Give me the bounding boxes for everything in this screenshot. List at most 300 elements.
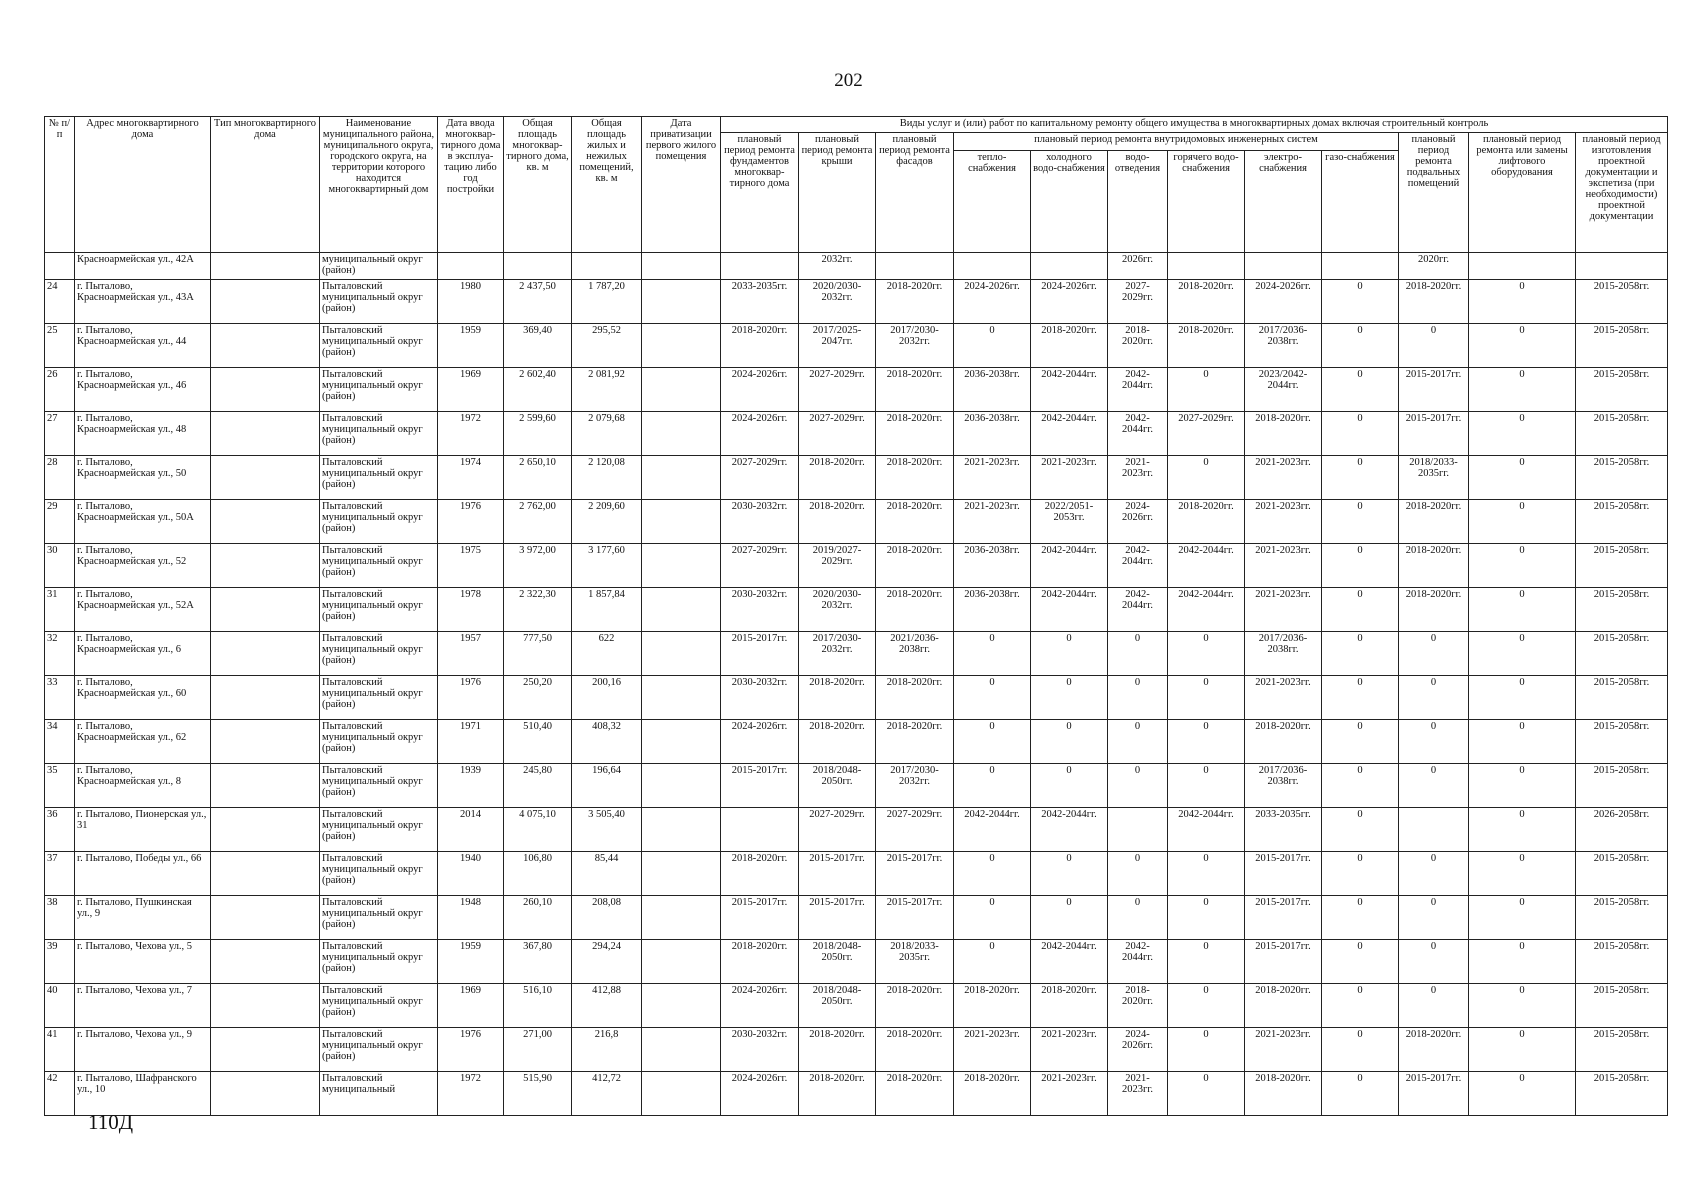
- cell-hot-water: 0: [1168, 456, 1245, 500]
- cell-heat: 0: [954, 940, 1031, 984]
- cell-roof: 2017/2025-2047гг.: [799, 324, 876, 368]
- cell-municipality: Пыталовский муниципальный округ (район): [320, 280, 438, 324]
- cell-foundation: 2027-2029гг.: [721, 544, 799, 588]
- cell-sewer: 2021-2023гг.: [1108, 456, 1168, 500]
- header-sewer: водо-отведения: [1108, 151, 1168, 253]
- cell-municipality: Пыталовский муниципальный округ (район): [320, 544, 438, 588]
- cell-project: 2015-2058гг.: [1576, 676, 1668, 720]
- cell-type: [211, 896, 320, 940]
- cell-living-area: 2 081,92: [572, 368, 642, 412]
- cell-type: [211, 280, 320, 324]
- cell-electric: 2017/2036-2038гг.: [1245, 764, 1322, 808]
- cell-privatization: [642, 544, 721, 588]
- cell-roof: 2018/2048-2050гг.: [799, 764, 876, 808]
- cell-year: 1972: [438, 1072, 504, 1116]
- cell-heat: 2021-2023гг.: [954, 500, 1031, 544]
- cell-num: 32: [45, 632, 75, 676]
- cell-hot-water: 2027-2029гг.: [1168, 412, 1245, 456]
- cell-num: 41: [45, 1028, 75, 1072]
- cell-electric: 2021-2023гг.: [1245, 456, 1322, 500]
- header-basement: плановый период ремонта подвальных помещений: [1399, 133, 1469, 253]
- cell-foundation: 2030-2032гг.: [721, 1028, 799, 1072]
- cell-project: 2026-2058гг.: [1576, 808, 1668, 852]
- header-year: Дата ввода многоквар-тирного дома в эксплуа-тацию либо год постройки: [438, 117, 504, 253]
- cell-foundation: 2024-2026гг.: [721, 412, 799, 456]
- cell-basement: 2018-2020гг.: [1399, 500, 1469, 544]
- cell-elevator: 0: [1469, 588, 1576, 632]
- cell-project: 2015-2058гг.: [1576, 940, 1668, 984]
- cell-project: 2015-2058гг.: [1576, 764, 1668, 808]
- cell-elevator: 0: [1469, 676, 1576, 720]
- cell-address: г. Пыталово, Красноармейская ул., 6: [75, 632, 211, 676]
- cell-hot-water: 0: [1168, 1072, 1245, 1116]
- cell-living-area: 200,16: [572, 676, 642, 720]
- cell-num: 37: [45, 852, 75, 896]
- cell-heat: 0: [954, 720, 1031, 764]
- cell-type: [211, 852, 320, 896]
- header-project: плановый период изготовления проектной документации и экспетиза (при необходимости) проектной документации: [1576, 133, 1668, 253]
- cell-gas: 0: [1322, 764, 1399, 808]
- cell-roof: 2018-2020гг.: [799, 500, 876, 544]
- cell-num: 39: [45, 940, 75, 984]
- cell-municipality: Пыталовский муниципальный округ (район): [320, 588, 438, 632]
- cell-foundation: 2015-2017гг.: [721, 632, 799, 676]
- cell-elevator: 0: [1469, 896, 1576, 940]
- cell-hot-water: 2018-2020гг.: [1168, 324, 1245, 368]
- cell-hot-water: [1168, 253, 1245, 280]
- cell-project: 2015-2058гг.: [1576, 456, 1668, 500]
- cell-address: г. Пыталово, Красноармейская ул., 44: [75, 324, 211, 368]
- cell-type: [211, 253, 320, 280]
- table-row: [45, 940, 1668, 984]
- cell-elevator: 0: [1469, 632, 1576, 676]
- cell-cold-water: 2042-2044гг.: [1031, 588, 1108, 632]
- cell-project: [1576, 253, 1668, 280]
- cell-year: 1975: [438, 544, 504, 588]
- cell-municipality: Пыталовский муниципальный округ (район): [320, 456, 438, 500]
- cell-elevator: 0: [1469, 1072, 1576, 1116]
- cell-heat: 0: [954, 896, 1031, 940]
- cell-cold-water: 2042-2044гг.: [1031, 544, 1108, 588]
- cell-facade: 2018-2020гг.: [876, 1028, 954, 1072]
- cell-year: 1976: [438, 500, 504, 544]
- cell-address: г. Пыталово, Красноармейская ул., 8: [75, 764, 211, 808]
- cell-municipality: Пыталовский муниципальный округ (район): [320, 632, 438, 676]
- cell-elevator: 0: [1469, 280, 1576, 324]
- cell-project: 2015-2058гг.: [1576, 544, 1668, 588]
- cell-cold-water: 2021-2023гг.: [1031, 456, 1108, 500]
- table-row: [45, 852, 1668, 896]
- cell-address: г. Пыталово, Победы ул., 66: [75, 852, 211, 896]
- cell-year: 1948: [438, 896, 504, 940]
- cell-hot-water: 0: [1168, 764, 1245, 808]
- cell-total-area: 777,50: [504, 632, 572, 676]
- cell-living-area: 208,08: [572, 896, 642, 940]
- cell-address: г. Пыталово, Чехова ул., 9: [75, 1028, 211, 1072]
- cell-year: 1978: [438, 588, 504, 632]
- cell-elevator: 0: [1469, 324, 1576, 368]
- cell-sewer: 2027-2029гг.: [1108, 280, 1168, 324]
- cell-total-area: 369,40: [504, 324, 572, 368]
- table-row: [45, 720, 1668, 764]
- cell-heat: 2036-2038гг.: [954, 544, 1031, 588]
- cell-hot-water: 0: [1168, 852, 1245, 896]
- table-row: [45, 412, 1668, 456]
- cell-gas: 0: [1322, 1072, 1399, 1116]
- cell-elevator: 0: [1469, 500, 1576, 544]
- cell-privatization: [642, 984, 721, 1028]
- cell-living-area: 3 177,60: [572, 544, 642, 588]
- cell-elevator: 0: [1469, 456, 1576, 500]
- cell-hot-water: 0: [1168, 940, 1245, 984]
- cell-facade: 2015-2017гг.: [876, 896, 954, 940]
- cell-facade: 2021/2036-2038гг.: [876, 632, 954, 676]
- cell-living-area: 622: [572, 632, 642, 676]
- cell-living-area: 1 857,84: [572, 588, 642, 632]
- cell-facade: [876, 253, 954, 280]
- cell-basement: 2018-2020гг.: [1399, 1028, 1469, 1072]
- cell-elevator: 0: [1469, 544, 1576, 588]
- cell-facade: 2018-2020гг.: [876, 588, 954, 632]
- cell-cold-water: 2021-2023гг.: [1031, 1072, 1108, 1116]
- cell-type: [211, 676, 320, 720]
- cell-roof: 2027-2029гг.: [799, 412, 876, 456]
- cell-address: г. Пыталово, Чехова ул., 5: [75, 940, 211, 984]
- cell-basement: 0: [1399, 940, 1469, 984]
- cell-num: 33: [45, 676, 75, 720]
- cell-cold-water: [1031, 253, 1108, 280]
- cell-elevator: 0: [1469, 764, 1576, 808]
- cell-roof: 2018/2048-2050гг.: [799, 984, 876, 1028]
- cell-address: г. Пыталово, Красноармейская ул., 48: [75, 412, 211, 456]
- cell-sewer: 2024-2026гг.: [1108, 1028, 1168, 1072]
- cell-facade: 2018-2020гг.: [876, 544, 954, 588]
- cell-privatization: [642, 324, 721, 368]
- cell-municipality: Пыталовский муниципальный округ (район): [320, 368, 438, 412]
- table-row: [45, 808, 1668, 852]
- cell-facade: 2018-2020гг.: [876, 456, 954, 500]
- cell-elevator: 0: [1469, 984, 1576, 1028]
- cell-num: 26: [45, 368, 75, 412]
- cell-foundation: 2018-2020гг.: [721, 852, 799, 896]
- cell-cold-water: 2042-2044гг.: [1031, 368, 1108, 412]
- cell-year: 1959: [438, 324, 504, 368]
- cell-municipality: Пыталовский муниципальный округ (район): [320, 852, 438, 896]
- header-cold-water: холодного водо-снабжения: [1031, 151, 1108, 253]
- cell-total-area: 2 650,10: [504, 456, 572, 500]
- cell-address: г. Пыталово, Красноармейская ул., 52А: [75, 588, 211, 632]
- cell-num: 40: [45, 984, 75, 1028]
- cell-facade: 2018-2020гг.: [876, 280, 954, 324]
- cell-address: г. Пыталово, Красноармейская ул., 50: [75, 456, 211, 500]
- cell-heat: 2036-2038гг.: [954, 368, 1031, 412]
- header-num: № п/п: [45, 117, 75, 253]
- cell-gas: 0: [1322, 500, 1399, 544]
- table-row: [45, 588, 1668, 632]
- cell-living-area: 2 209,60: [572, 500, 642, 544]
- cell-basement: 2015-2017гг.: [1399, 412, 1469, 456]
- cell-total-area: 250,20: [504, 676, 572, 720]
- cell-privatization: [642, 676, 721, 720]
- table-row: [45, 544, 1668, 588]
- cell-cold-water: 2018-2020гг.: [1031, 984, 1108, 1028]
- cell-facade: 2018/2033-2035гг.: [876, 940, 954, 984]
- cell-living-area: 2 120,08: [572, 456, 642, 500]
- cell-hot-water: 0: [1168, 1028, 1245, 1072]
- cell-elevator: 0: [1469, 368, 1576, 412]
- cell-privatization: [642, 852, 721, 896]
- header-total-area: Общая площадь многоквар-тирного дома, кв. м: [504, 117, 572, 253]
- table-body: [45, 253, 1668, 1116]
- table-row: [45, 676, 1668, 720]
- cell-type: [211, 368, 320, 412]
- cell-electric: 2015-2017гг.: [1245, 940, 1322, 984]
- cell-sewer: 0: [1108, 676, 1168, 720]
- cell-type: [211, 1028, 320, 1072]
- cell-privatization: [642, 456, 721, 500]
- cell-year: 2014: [438, 808, 504, 852]
- cell-basement: 2015-2017гг.: [1399, 368, 1469, 412]
- cell-heat: 2018-2020гг.: [954, 1072, 1031, 1116]
- cell-heat: 2042-2044гг.: [954, 808, 1031, 852]
- cell-total-area: 2 599,60: [504, 412, 572, 456]
- cell-facade: 2018-2020гг.: [876, 412, 954, 456]
- table-row: [45, 324, 1668, 368]
- table-row: [45, 764, 1668, 808]
- cell-project: 2015-2058гг.: [1576, 1072, 1668, 1116]
- cell-hot-water: 2042-2044гг.: [1168, 588, 1245, 632]
- cell-gas: 0: [1322, 940, 1399, 984]
- cell-municipality: Пыталовский муниципальный округ (район): [320, 412, 438, 456]
- cell-privatization: [642, 720, 721, 764]
- cell-cold-water: 2022/2051-2053гг.: [1031, 500, 1108, 544]
- cell-total-area: 245,80: [504, 764, 572, 808]
- cell-electric: 2021-2023гг.: [1245, 1028, 1322, 1072]
- cell-gas: 0: [1322, 632, 1399, 676]
- cell-roof: 2018-2020гг.: [799, 456, 876, 500]
- cell-electric: 2015-2017гг.: [1245, 852, 1322, 896]
- cell-facade: 2018-2020гг.: [876, 500, 954, 544]
- cell-roof: 2020/2030-2032гг.: [799, 588, 876, 632]
- cell-project: 2015-2058гг.: [1576, 368, 1668, 412]
- cell-heat: [954, 253, 1031, 280]
- cell-privatization: [642, 1028, 721, 1072]
- cell-gas: [1322, 253, 1399, 280]
- cell-municipality: Пыталовский муниципальный округ (район): [320, 720, 438, 764]
- cell-roof: 2017/2030-2032гг.: [799, 632, 876, 676]
- header-municipality: Наименование муниципального района, муниципального округа, городского округа, на территории которого находится многоквартирный дом: [320, 117, 438, 253]
- cell-foundation: 2030-2032гг.: [721, 676, 799, 720]
- cell-sewer: 2042-2044гг.: [1108, 368, 1168, 412]
- cell-type: [211, 720, 320, 764]
- cell-electric: 2021-2023гг.: [1245, 500, 1322, 544]
- cell-num: 38: [45, 896, 75, 940]
- header-foundation: плановый период ремонта фундаментов многоквар-тирного дома: [721, 133, 799, 253]
- cell-sewer: 0: [1108, 896, 1168, 940]
- cell-sewer: 2042-2044гг.: [1108, 412, 1168, 456]
- cell-privatization: [642, 1072, 721, 1116]
- cell-roof: 2018-2020гг.: [799, 1028, 876, 1072]
- cell-heat: 2021-2023гг.: [954, 456, 1031, 500]
- cell-electric: 2017/2036-2038гг.: [1245, 632, 1322, 676]
- cell-basement: 2018-2020гг.: [1399, 544, 1469, 588]
- cell-total-area: 260,10: [504, 896, 572, 940]
- cell-living-area: 196,64: [572, 764, 642, 808]
- cell-cold-water: 0: [1031, 676, 1108, 720]
- cell-electric: 2021-2023гг.: [1245, 544, 1322, 588]
- table-row: [45, 500, 1668, 544]
- cell-foundation: 2024-2026гг.: [721, 720, 799, 764]
- cell-total-area: 510,40: [504, 720, 572, 764]
- cell-foundation: [721, 253, 799, 280]
- cell-num: [45, 253, 75, 280]
- cell-facade: 2015-2017гг.: [876, 852, 954, 896]
- cell-total-area: [504, 253, 572, 280]
- cell-address: г. Пыталово, Красноармейская ул., 46: [75, 368, 211, 412]
- cell-privatization: [642, 940, 721, 984]
- cell-foundation: 2018-2020гг.: [721, 940, 799, 984]
- table-row: [45, 1072, 1668, 1116]
- cell-cold-water: 0: [1031, 632, 1108, 676]
- cell-living-area: 1 787,20: [572, 280, 642, 324]
- cell-gas: 0: [1322, 896, 1399, 940]
- cell-foundation: 2018-2020гг.: [721, 324, 799, 368]
- cell-cold-water: 2042-2044гг.: [1031, 412, 1108, 456]
- cell-address: г. Пыталово, Чехова ул., 7: [75, 984, 211, 1028]
- cell-total-area: 2 437,50: [504, 280, 572, 324]
- cell-sewer: 0: [1108, 764, 1168, 808]
- cell-year: [438, 253, 504, 280]
- cell-privatization: [642, 253, 721, 280]
- cell-heat: 2021-2023гг.: [954, 1028, 1031, 1072]
- cell-num: 35: [45, 764, 75, 808]
- cell-year: 1976: [438, 676, 504, 720]
- cell-roof: 2032гг.: [799, 253, 876, 280]
- cell-type: [211, 808, 320, 852]
- cell-heat: 2036-2038гг.: [954, 412, 1031, 456]
- cell-facade: 2017/2030-2032гг.: [876, 324, 954, 368]
- header-heat: тепло-снабжения: [954, 151, 1031, 253]
- cell-sewer: 2042-2044гг.: [1108, 940, 1168, 984]
- cell-total-area: 367,80: [504, 940, 572, 984]
- cell-basement: 2015-2017гг.: [1399, 1072, 1469, 1116]
- cell-hot-water: 0: [1168, 720, 1245, 764]
- cell-facade: 2027-2029гг.: [876, 808, 954, 852]
- page-number: 202: [834, 70, 863, 91]
- cell-municipality: Пыталовский муниципальный: [320, 1072, 438, 1116]
- cell-gas: 0: [1322, 324, 1399, 368]
- header-facade: плановый период ремонта фасадов: [876, 133, 954, 253]
- cell-address: г. Пыталово, Красноармейская ул., 50А: [75, 500, 211, 544]
- cell-living-area: [572, 253, 642, 280]
- cell-type: [211, 412, 320, 456]
- cell-total-area: 2 762,00: [504, 500, 572, 544]
- capital-repair-table: [44, 116, 1668, 1116]
- cell-gas: 0: [1322, 456, 1399, 500]
- header-living-area: Общая площадь жилых и нежилых помещений, кв. м: [572, 117, 642, 253]
- cell-basement: 0: [1399, 896, 1469, 940]
- cell-municipality: Пыталовский муниципальный округ (район): [320, 764, 438, 808]
- cell-electric: 2018-2020гг.: [1245, 984, 1322, 1028]
- cell-living-area: 295,52: [572, 324, 642, 368]
- cell-foundation: 2030-2032гг.: [721, 588, 799, 632]
- cell-living-area: 412,88: [572, 984, 642, 1028]
- cell-electric: [1245, 253, 1322, 280]
- cell-privatization: [642, 632, 721, 676]
- table-row: [45, 984, 1668, 1028]
- cell-hot-water: 0: [1168, 632, 1245, 676]
- cell-foundation: 2030-2032гг.: [721, 500, 799, 544]
- cell-municipality: Пыталовский муниципальный округ (район): [320, 1028, 438, 1072]
- cell-foundation: [721, 808, 799, 852]
- cell-foundation: 2033-2035гг.: [721, 280, 799, 324]
- cell-electric: 2018-2020гг.: [1245, 412, 1322, 456]
- cell-privatization: [642, 412, 721, 456]
- header-hot-water: горячего водо-снабжения: [1168, 151, 1245, 253]
- cell-hot-water: 2018-2020гг.: [1168, 500, 1245, 544]
- cell-living-area: 294,24: [572, 940, 642, 984]
- cell-electric: 2024-2026гг.: [1245, 280, 1322, 324]
- cell-foundation: 2024-2026гг.: [721, 1072, 799, 1116]
- cell-project: 2015-2058гг.: [1576, 500, 1668, 544]
- cell-heat: 0: [954, 632, 1031, 676]
- cell-type: [211, 544, 320, 588]
- cell-electric: 2033-2035гг.: [1245, 808, 1322, 852]
- cell-municipality: Пыталовский муниципальный округ (район): [320, 324, 438, 368]
- header-electric: электро-снабжения: [1245, 151, 1322, 253]
- cell-type: [211, 764, 320, 808]
- cell-elevator: 0: [1469, 1028, 1576, 1072]
- table-row-continuation: [45, 253, 1668, 280]
- cell-gas: 0: [1322, 720, 1399, 764]
- cell-num: 42: [45, 1072, 75, 1116]
- cell-project: 2015-2058гг.: [1576, 896, 1668, 940]
- cell-privatization: [642, 368, 721, 412]
- cell-roof: 2020/2030-2032гг.: [799, 280, 876, 324]
- cell-gas: 0: [1322, 676, 1399, 720]
- cell-basement: [1399, 808, 1469, 852]
- cell-basement: 0: [1399, 764, 1469, 808]
- cell-hot-water: 2042-2044гг.: [1168, 544, 1245, 588]
- cell-address: г. Пыталово, Пионерская ул., 31: [75, 808, 211, 852]
- cell-address: г. Пыталово, Шафранского ул., 10: [75, 1072, 211, 1116]
- cell-roof: 2015-2017гг.: [799, 852, 876, 896]
- cell-elevator: 0: [1469, 720, 1576, 764]
- cell-facade: 2018-2020гг.: [876, 984, 954, 1028]
- cell-roof: 2018-2020гг.: [799, 676, 876, 720]
- cell-gas: 0: [1322, 852, 1399, 896]
- cell-roof: 2027-2029гг.: [799, 368, 876, 412]
- cell-basement: 0: [1399, 984, 1469, 1028]
- cell-total-area: 515,90: [504, 1072, 572, 1116]
- table-row: [45, 280, 1668, 324]
- cell-electric: 2021-2023гг.: [1245, 588, 1322, 632]
- footer-code: 110Д: [88, 1110, 134, 1134]
- cell-heat: 0: [954, 324, 1031, 368]
- cell-total-area: 2 322,30: [504, 588, 572, 632]
- cell-facade: 2018-2020гг.: [876, 1072, 954, 1116]
- cell-gas: 0: [1322, 280, 1399, 324]
- cell-sewer: 2024-2026гг.: [1108, 500, 1168, 544]
- cell-cold-water: 2021-2023гг.: [1031, 1028, 1108, 1072]
- cell-basement: 2018-2020гг.: [1399, 588, 1469, 632]
- table-row: [45, 1028, 1668, 1072]
- header-roof: плановый период ремонта крыши: [799, 133, 876, 253]
- cell-basement: 0: [1399, 676, 1469, 720]
- cell-basement: 0: [1399, 632, 1469, 676]
- cell-type: [211, 940, 320, 984]
- cell-roof: 2027-2029гг.: [799, 808, 876, 852]
